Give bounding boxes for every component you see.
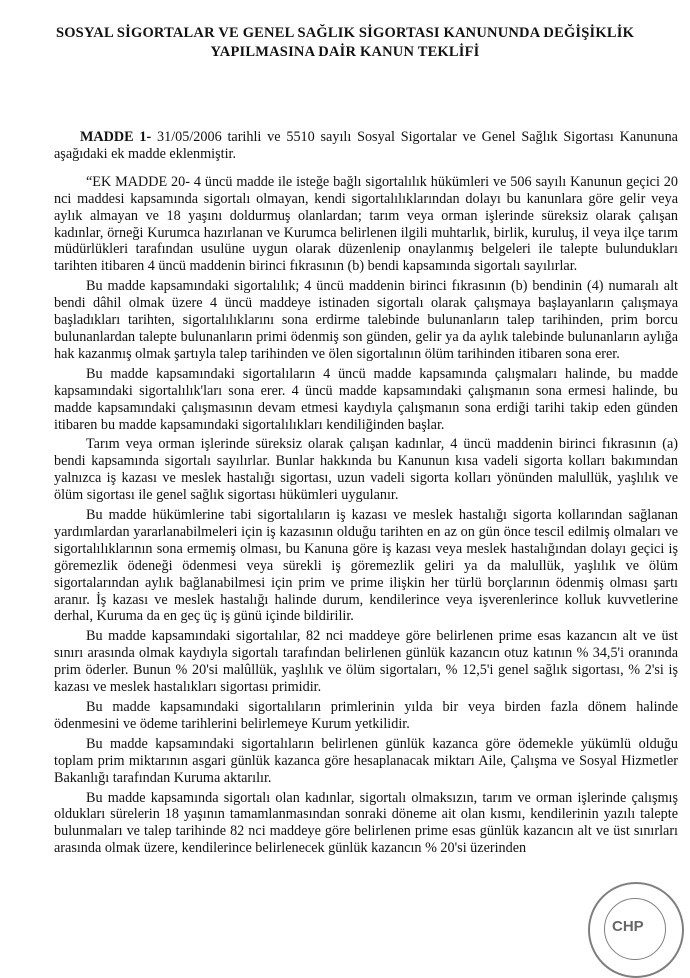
paragraph-4: Tarım veya orman işlerinde süreksiz olarak çalışan kadınlar, 4 üncü maddenin birinci fıkrasının (a) bendi kapsamında sigortalı sayılırlar. Bunlar hakkında bu Kanunun kısa vadeli sigorta kolları bakımından yalnızca iş kazası ve meslek hastalığı sigortası, uzun vadeli sigorta kolları yönünden malullük, yaşlılık ve ölüm sigortası ile genel sağlık sigortası hükümleri uygulanır. bbox=[54, 436, 678, 504]
title-line-1: SOSYAL SİGORTALAR VE GENEL SAĞLIK SİGORTASI KANUNUNDA DEĞİŞİKLİK bbox=[55, 25, 635, 41]
official-stamp bbox=[588, 882, 684, 978]
title-line-2: YAPILMASINA DAİR KANUN TEKLİFİ bbox=[210, 44, 480, 60]
paragraph-9: Bu madde kapsamında sigortalı olan kadınlar, sigortalı olmaksızın, tarım ve orman işlerinde çalışmış oldukları sürelerin 18 yaşının tamamlanmasından sonraki döneme ait olan kısmı, kendilerinin yazılı talepte bulunmaları ve talep tarihinde 82 nci maddeye göre belirlenen prime esas günlük kazancın alt ve üst sınırları arasında olmak üzere, kendilerince belirlenecek günlük kazancın % 20'si üzerinden bbox=[54, 789, 678, 857]
paragraph-6: Bu madde kapsamındaki sigortalılar, 82 nci maddeye göre belirlenen prime esas kazancın alt ve üst sınırı arasında olmak kaydıyla sigortalı tarafından belirlenen günlük kazancın otuz katının % 34,5'i oranında prim öderler. Bunun % 20'si malûllük, yaşlılık ve ölüm sigortaları, % 12,5'i genel sağlık sigortası, % 2'si iş kazası ve meslek hastalıkları sigortası primidir. bbox=[54, 628, 678, 696]
stamp-text: CHP bbox=[612, 918, 644, 935]
paragraph-3: Bu madde kapsamındaki sigortalıların 4 üncü madde kapsamında çalışmaları halinde, bu madde kapsamındaki sigortalılık'ları sona erer. 4 üncü madde kapsamındaki çalışmanın sona ermesi halinde, bu madde kapsamındaki çalışmasının devam etmesi kaydıyla çalışmanın sona erdiği tarihi takip eden günden itibaren bu madde kapsamındaki sigortalılıkları kendiliğinden başlar. bbox=[54, 365, 678, 433]
article-label: MADDE 1- bbox=[80, 129, 152, 145]
document-title bbox=[20, 24, 670, 62]
article-text: 31/05/2006 tarihli ve 5510 sayılı Sosyal Sigortalar ve Genel Sağlık Sigortası Kanununa aşağıdaki ek madde eklenmiştir. bbox=[54, 129, 678, 162]
document-body bbox=[54, 129, 678, 860]
paragraph-7: Bu madde kapsamındaki sigortalıların primlerinin yılda bir veya birden fazla dönem halinde ödenmesini ve ödeme tarihlerini belirlemeye Kurum yetkilidir. bbox=[54, 699, 678, 732]
paragraph-8: Bu madde kapsamındaki sigortalıların belirlenen günlük kazanca göre ödemekle yükümlü olduğu toplam prim miktarının asgari günlük kazanca göre hesaplanacak miktarı Aile, Çalışma ve Sosyal Hizmetler Bakanlığı tarafından Kuruma aktarılır. bbox=[54, 735, 678, 786]
paragraph-1: “EK MADDE 20- 4 üncü madde ile isteğe bağlı sigortalılık hükümleri ve 506 sayılı Kanunun geçici 20 nci maddesi kapsamında sigortalı olmayan, kendi sigortalılıklarından dolayı bu kanunlara göre gelir veya aylık almayan ve 18 yaşını doldurmuş olanlardan; tarım veya orman işlerinde süreksiz olarak çalışan kadınlar, örneği Kurumca hazırlanan ve Kurumca belirlenen ilgili muhtarlık, birlik, kuruluş, il veya ilçe tarım müdürlükleri tarafından usulüne uygun olarak düzenlenip onaylanmış belgeleri ile talepte bulundukları tarihten itibaren 4 üncü maddenin birinci fıkrasının (b) bendi kapsamında sigortalı sayılırlar. bbox=[54, 173, 678, 275]
article-intro bbox=[54, 129, 678, 163]
paragraph-2: Bu madde kapsamındaki sigortalılık; 4 üncü maddenin birinci fıkrasının (b) bendinin (4) numaralı alt bendi dâhil olmak üzere 4 üncü maddeye istinaden sigortalı olarak çalışmaya başlayanların çalışmaya başladıkları tarihten, sigortalılıklarını sona erdirme talebinde bulunanların talep tarihinden, prim borcu bulunanlardan talepte bulunanların primi ödenmiş son günden, gelir ya da aylık talebinde bulunanların aylığa hak kazanmış olmak şartıyla talep tarihinden ve ölen sigortalının ölüm tarihinden itibaren sona erer. bbox=[54, 278, 678, 362]
paragraph-5: Bu madde hükümlerine tabi sigortalıların iş kazası ve meslek hastalığı sigorta kollarından sağlanan yardımlardan yararlanabilmeleri için iş kazasının olduğu tarihten en az on gün önce tescil edilmiş olmaları ve sigortalılıklarının sona ermemiş olması, bu Kanuna göre iş kazası veya meslek hastalığından dolayı geçici iş göremezlik ödeneği ödenmesi veya sürekli iş göremezlik geliri ya da malullük, yaşlılık ve ölüm sigortalarından aylık bağlanabilmesi için prim ve prime ilişkin her türlü borçlarının ödenmiş olması şartı aranır. İş kazası ve meslek hastalığı halinde durum, kendilerince veya işverenlerince kolluk kuvvetlerine derhal, Kuruma da en geç üç iş günü içinde bildirilir. bbox=[54, 507, 678, 625]
